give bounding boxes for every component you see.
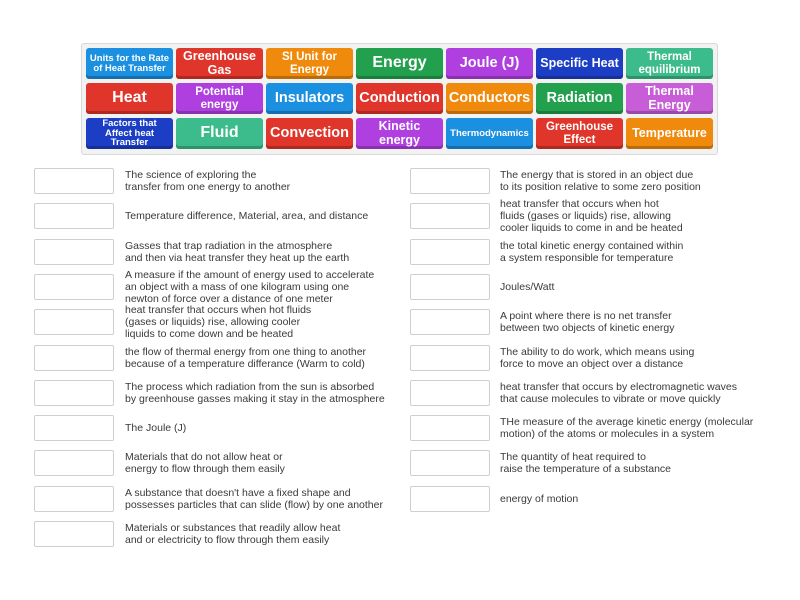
drop-slot-right-9[interactable] [410,450,490,476]
drop-slot-left-1[interactable] [34,168,114,194]
tile-label: Insulators [274,89,345,106]
definition-left-1: The science of exploring the transfer from one energy to another [125,169,291,193]
tile-radiation[interactable] [536,83,623,114]
definition-right-9: The quantity of heat required to raise the temperature of a substance [500,451,672,476]
tile-label: Convection [270,124,349,141]
drop-slot-left-8[interactable] [34,415,114,441]
definition-left-3: Gasses that trap radiation in the atmosphere and then via heat transfer they heat up the earth [125,239,350,264]
tile-label: Units for the Rate of Heat Transfer [89,52,170,74]
tile-specific-heat[interactable] [536,48,623,79]
drop-slot-left-6[interactable] [34,345,114,371]
tile-thermodynamics[interactable] [446,118,533,149]
tile-conductors[interactable] [446,83,533,114]
tile-thermal-equilibrium[interactable] [626,48,713,79]
tile-label: Greenhouse Gas [183,49,256,77]
drop-slot-left-3[interactable] [34,239,114,265]
tile-greenhouse-effect[interactable] [536,118,623,149]
drop-slot-right-8[interactable] [410,415,490,441]
tile-units-for-the-rate-of-heat-transfer[interactable] [86,48,173,79]
drop-slot-left-5[interactable] [34,309,114,335]
tile-temperature[interactable] [626,118,713,149]
drop-slot-left-4[interactable] [34,274,114,300]
tile-label: Potential energy [195,86,244,111]
drop-slot-left-11[interactable] [34,521,114,547]
tile-factors-that-affect-heat-transfer[interactable] [86,118,173,149]
definition-left-2: Temperature difference, Material, area, and distance [125,210,369,223]
definition-left-4: A measure if the amount of energy used to accelerate an object with a mass of one kilogram using one newton of force over a distance of one meter [125,268,375,305]
definition-right-2: heat transfer that occurs when hot fluids (gases or liquids) rise, allowing cooler liquids to come in and be heated [500,198,683,235]
tile-label: Thermal Energy [645,84,694,112]
tile-conduction[interactable] [356,83,443,114]
definition-left-6: the flow of thermal energy from one thing to another because of a temperature differance (Warm to cold) [125,345,367,370]
tile-kinetic-energy[interactable] [356,118,443,149]
definition-right-10: energy of motion [500,492,579,505]
tile-label: Greenhouse Effect [545,121,614,146]
drop-slot-left-7[interactable] [34,380,114,406]
tile-energy[interactable] [356,48,443,79]
tile-label: Conductors [448,89,531,106]
drop-slot-right-2[interactable] [410,203,490,229]
definition-left-5: heat transfer that occurs when hot fluids (gases or liquids) rise, allowing cooler liquids to come down and be heated [125,304,312,341]
definition-right-6: The ability to do work, which means using force to move an object over a distance [500,345,695,370]
tile-si-unit-for-energy[interactable] [266,48,353,79]
tile-label: Kinetic energy [378,119,421,147]
tile-label: Heat [112,89,147,107]
tile-label: Thermodynamics [450,127,529,139]
definition-left-7: The process which radiation from the sun is absorbed by greenhouse gasses making it stay in the atmosphere [125,380,385,405]
tile-label: Conduction [359,89,440,106]
drop-slot-right-1[interactable] [410,168,490,194]
definition-right-7: heat transfer that occurs by electromagnetic waves that cause molecules to vibrate or move quickly [500,380,737,405]
drop-slot-right-6[interactable] [410,345,490,371]
tile-label: Temperature [632,125,707,140]
tile-label: Radiation [546,89,613,106]
tile-label: Fluid [200,124,239,142]
drop-slot-right-7[interactable] [410,380,490,406]
tile-thermal-energy[interactable] [626,83,713,114]
drop-slot-left-9[interactable] [34,450,114,476]
drop-slot-left-2[interactable] [34,203,114,229]
definition-left-9: Materials that do not allow heat or energy to flow through them easily [125,451,285,476]
tile-fluid[interactable] [176,118,263,149]
definition-right-3: the total kinetic energy contained within a system responsible for temperature [500,239,684,264]
drop-slot-right-5[interactable] [410,309,490,335]
definition-right-4: Joules/Watt [500,280,555,293]
definition-left-11: Materials or substances that readily allow heat and or electricity to flow through them easily [125,522,341,546]
definition-right-8: THe measure of the average kinetic energy (molecular motion) of the atoms or molecules in a system [500,416,754,441]
tile-heat[interactable] [86,83,173,114]
definition-right-5: A point where there is no net transfer between two objects of kinetic energy [500,310,675,335]
tile-label: Energy [372,54,427,72]
tile-potential-energy[interactable] [176,83,263,114]
tile-label: Factors that Affect heat Transfer [102,117,157,149]
definition-left-8: The Joule (J) [125,422,187,435]
drop-slot-left-10[interactable] [34,486,114,512]
tile-label: Joule (J) [459,54,520,71]
tile-joule-j[interactable] [446,48,533,79]
drop-slot-right-10[interactable] [410,486,490,512]
tile-label: Thermal equilibrium [638,51,701,76]
drop-slot-right-3[interactable] [410,239,490,265]
tile-convection[interactable] [266,118,353,149]
definition-right-1: The energy that is stored in an object due to its position relative to some zero position [500,169,701,193]
tile-insulators[interactable] [266,83,353,114]
tile-label: SI Unit for Energy [282,51,337,76]
tile-greenhouse-gas[interactable] [176,48,263,79]
drop-slot-right-4[interactable] [410,274,490,300]
tile-label: Specific Heat [540,55,619,70]
definition-left-10: A substance that doesn't have a fixed shape and possesses particles that can slide (flow) by one another [125,486,383,511]
